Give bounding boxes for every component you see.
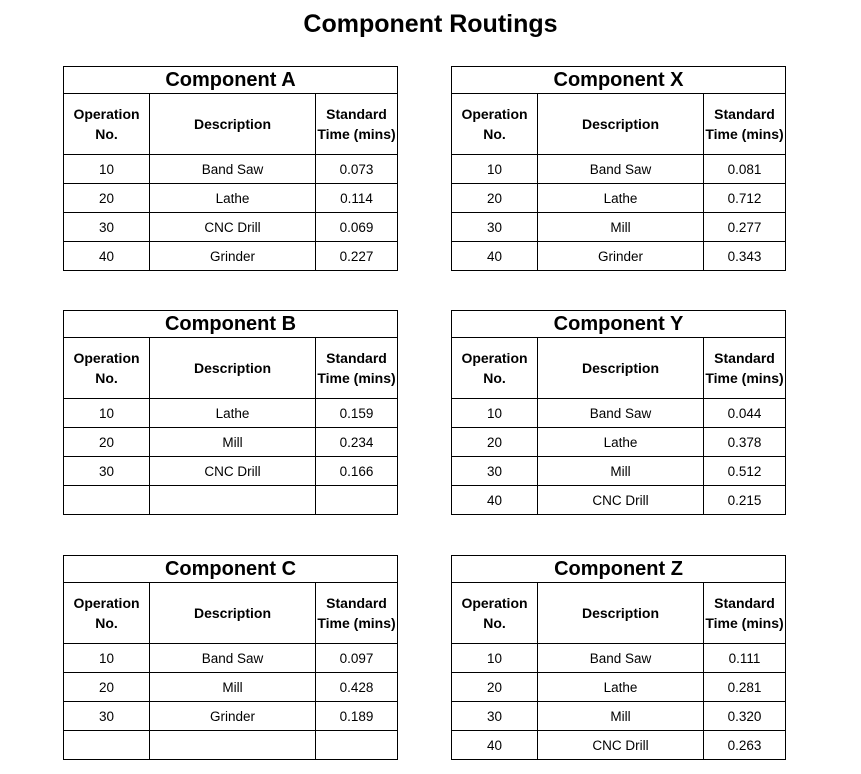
component-title: Component X [452, 67, 786, 94]
component-routing-table [63, 555, 398, 760]
component-routing-table [451, 66, 786, 271]
operation-description: Grinder [150, 242, 316, 271]
standard-time-value: 0.281 [704, 673, 786, 702]
standard-time-value: 0.073 [316, 155, 398, 184]
standard-time-value: 0.320 [704, 702, 786, 731]
operation-number: 10 [64, 644, 150, 673]
standard-time-value: 0.512 [704, 457, 786, 486]
operation-number: 20 [452, 673, 538, 702]
standard-time-header: Standard Time (mins) [704, 583, 786, 644]
operation-number: 40 [452, 731, 538, 760]
table-row [64, 457, 398, 486]
component-routing-table [451, 310, 786, 515]
standard-time-header: Standard Time (mins) [316, 338, 398, 399]
component-title: Component Z [452, 556, 786, 583]
standard-time-value: 0.069 [316, 213, 398, 242]
description-header: Description [538, 94, 704, 155]
standard-time-value: 0.234 [316, 428, 398, 457]
component-routing-table [63, 310, 398, 515]
table-row [64, 155, 398, 184]
operation-description: CNC Drill [150, 457, 316, 486]
table-row [452, 184, 786, 213]
operation-number: 20 [64, 184, 150, 213]
operation-header: Operation No. [64, 94, 150, 155]
operation-number: 40 [452, 486, 538, 515]
operation-number: 30 [452, 213, 538, 242]
page-title: Component Routings [303, 10, 558, 38]
operation-number: 40 [64, 242, 150, 271]
table-row [452, 457, 786, 486]
table-row [64, 428, 398, 457]
standard-time-value: 0.189 [316, 702, 398, 731]
operation-description [150, 731, 316, 760]
operation-description: Lathe [150, 184, 316, 213]
description-header: Description [150, 94, 316, 155]
operation-number: 10 [64, 155, 150, 184]
table-row [452, 644, 786, 673]
operation-description: CNC Drill [538, 486, 704, 515]
table-row [64, 644, 398, 673]
standard-time-value: 0.215 [704, 486, 786, 515]
description-header: Description [538, 583, 704, 644]
standard-time-value: 0.166 [316, 457, 398, 486]
operation-description: Lathe [538, 673, 704, 702]
standard-time-value [316, 731, 398, 760]
operation-description [150, 486, 316, 515]
standard-time-value: 0.097 [316, 644, 398, 673]
operation-header: Operation No. [64, 583, 150, 644]
operation-description: CNC Drill [538, 731, 704, 760]
component-routing-table [451, 555, 786, 760]
standard-time-value: 0.159 [316, 399, 398, 428]
operation-number: 30 [64, 213, 150, 242]
operation-header: Operation No. [64, 338, 150, 399]
table-row [452, 731, 786, 760]
table-row [64, 731, 398, 760]
table-row [64, 702, 398, 731]
operation-number: 20 [452, 184, 538, 213]
standard-time-header: Standard Time (mins) [316, 583, 398, 644]
operation-description: Band Saw [150, 155, 316, 184]
operation-header: Operation No. [452, 338, 538, 399]
description-header: Description [538, 338, 704, 399]
operation-number [64, 731, 150, 760]
description-header: Description [150, 338, 316, 399]
component-title: Component A [64, 67, 398, 94]
standard-time-value: 0.263 [704, 731, 786, 760]
table-row [452, 428, 786, 457]
table-row [452, 399, 786, 428]
standard-time-header: Standard Time (mins) [316, 94, 398, 155]
standard-time-value: 0.111 [704, 644, 786, 673]
operation-number [64, 486, 150, 515]
operation-number: 20 [452, 428, 538, 457]
operation-description: Mill [150, 428, 316, 457]
table-row [452, 702, 786, 731]
component-title: Component C [64, 556, 398, 583]
table-row [64, 242, 398, 271]
component-title: Component B [64, 311, 398, 338]
operation-number: 30 [452, 457, 538, 486]
standard-time-value [316, 486, 398, 515]
standard-time-value: 0.277 [704, 213, 786, 242]
table-row [452, 486, 786, 515]
table-row [64, 213, 398, 242]
standard-time-value: 0.081 [704, 155, 786, 184]
operation-description: Mill [538, 213, 704, 242]
description-header: Description [150, 583, 316, 644]
table-row [452, 155, 786, 184]
operation-description: Lathe [150, 399, 316, 428]
operation-number: 10 [452, 644, 538, 673]
standard-time-header: Standard Time (mins) [704, 338, 786, 399]
table-row [452, 673, 786, 702]
operation-description: CNC Drill [150, 213, 316, 242]
operation-description: Grinder [538, 242, 704, 271]
standard-time-value: 0.114 [316, 184, 398, 213]
operation-description: Mill [538, 457, 704, 486]
operation-description: Band Saw [538, 644, 704, 673]
standard-time-value: 0.343 [704, 242, 786, 271]
operation-number: 10 [452, 399, 538, 428]
component-routing-table [63, 66, 398, 271]
table-row [64, 673, 398, 702]
operation-number: 10 [64, 399, 150, 428]
operation-description: Band Saw [538, 399, 704, 428]
standard-time-header: Standard Time (mins) [704, 94, 786, 155]
standard-time-value: 0.227 [316, 242, 398, 271]
table-row [452, 242, 786, 271]
operation-number: 10 [452, 155, 538, 184]
operation-number: 20 [64, 428, 150, 457]
operation-header: Operation No. [452, 583, 538, 644]
operation-description: Lathe [538, 184, 704, 213]
operation-description: Grinder [150, 702, 316, 731]
operation-header: Operation No. [452, 94, 538, 155]
operation-description: Band Saw [538, 155, 704, 184]
operation-description: Mill [150, 673, 316, 702]
component-title: Component Y [452, 311, 786, 338]
standard-time-value: 0.044 [704, 399, 786, 428]
table-row [64, 184, 398, 213]
operation-description: Band Saw [150, 644, 316, 673]
operation-number: 30 [452, 702, 538, 731]
standard-time-value: 0.378 [704, 428, 786, 457]
operation-description: Lathe [538, 428, 704, 457]
operation-number: 30 [64, 457, 150, 486]
standard-time-value: 0.712 [704, 184, 786, 213]
standard-time-value: 0.428 [316, 673, 398, 702]
table-row [64, 399, 398, 428]
operation-number: 40 [452, 242, 538, 271]
table-row [452, 213, 786, 242]
operation-number: 20 [64, 673, 150, 702]
operation-description: Mill [538, 702, 704, 731]
table-row [64, 486, 398, 515]
operation-number: 30 [64, 702, 150, 731]
